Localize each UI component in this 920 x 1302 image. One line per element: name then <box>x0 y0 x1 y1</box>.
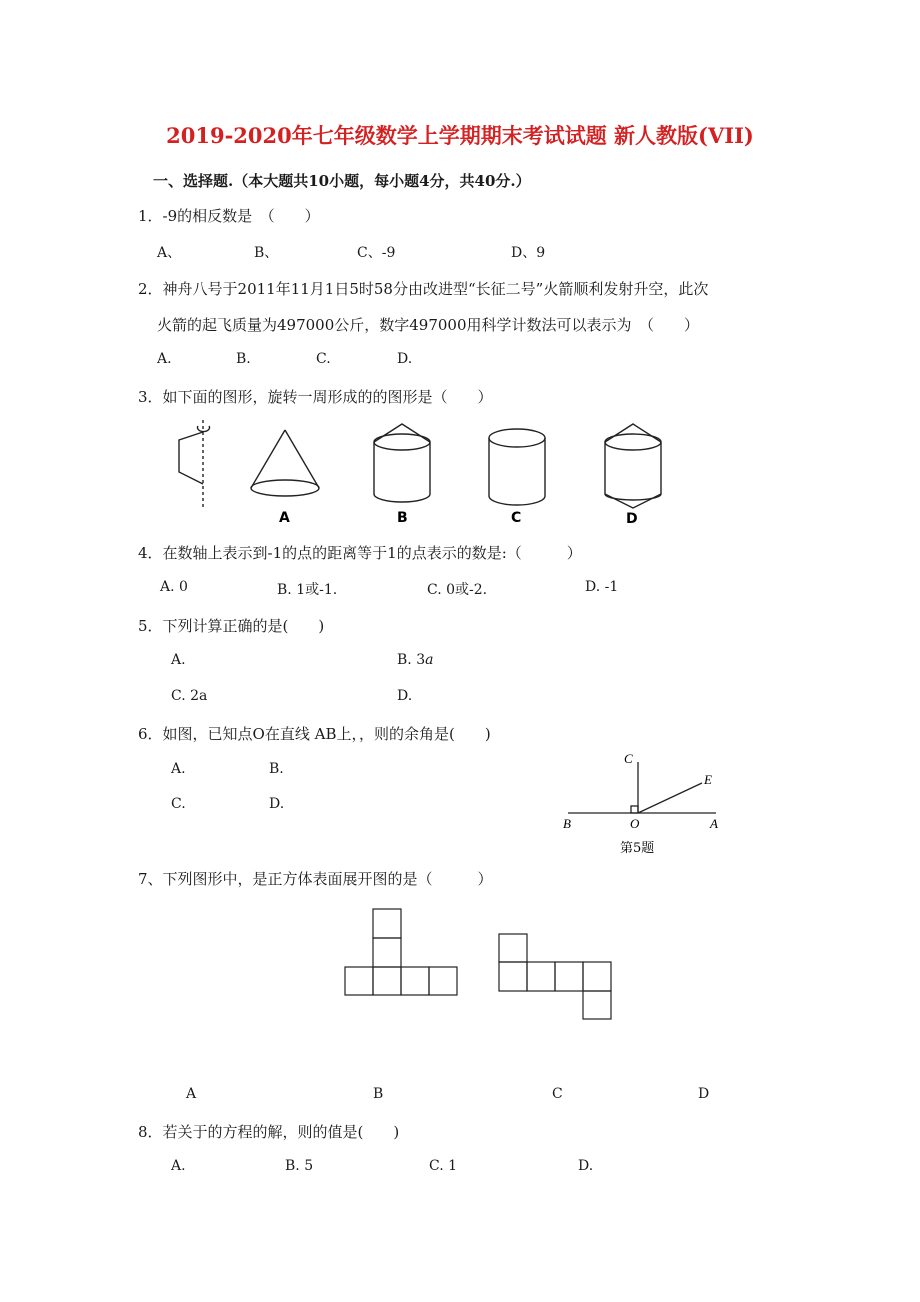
figure-caption: 第5题 <box>620 841 655 856</box>
question-2-line-2: 火箭的起飞质量为497000公斤，数字497000用科学计数法可以表示为 （ ） <box>157 316 700 334</box>
question-4: 4．在数轴上表示到-1的点的距离等于1的点表示的数是:（ ） <box>138 544 582 562</box>
q8-option-c: C. 1 <box>429 1158 458 1174</box>
question-2-line-1: 2．神舟八号于2011年11月1日5时58分由改进型“长征二号”火箭顺利发射升空，此次 <box>138 280 709 298</box>
q5-option-b: B. 3a <box>397 652 434 668</box>
question-1: 1．-9的相反数是 （ ） <box>138 207 320 225</box>
q2-option-a: A. <box>157 351 172 367</box>
q8-option-b: B. 5 <box>285 1158 314 1174</box>
q1-option-b: B、 <box>254 245 279 261</box>
label-a: A <box>710 816 718 831</box>
figure-label-d: D <box>626 511 638 527</box>
q6-option-b: B. <box>269 761 284 777</box>
q5-option-a: A. <box>171 652 186 668</box>
net-2 <box>499 934 611 1019</box>
cube-nets <box>340 905 620 1025</box>
option-b-cylinder-cone <box>374 424 430 502</box>
section-heading: 一、选择题.（本大题共10小题，每小题4分，共40分.） <box>153 172 531 190</box>
q1-option-d: D、9 <box>511 245 546 261</box>
question-3: 3．如下面的图形，旋转一周形成的的图形是（ ） <box>138 388 493 406</box>
figure-label-c: C <box>511 510 522 526</box>
question-7: 7、下列图形中，是正方体表面展开图的是（ ） <box>138 870 493 888</box>
q6-option-a: A. <box>171 761 186 777</box>
question-8: 8．若关于的方程的解，则的值是( ) <box>138 1123 400 1141</box>
label-b: B <box>563 816 571 831</box>
q2-option-d: D. <box>397 351 413 367</box>
q8-option-a: A. <box>171 1158 186 1174</box>
ray-oe <box>638 783 702 813</box>
q4-option-c: C. 0或-2. <box>427 582 488 598</box>
q7-label-c: C <box>552 1086 563 1102</box>
label-o: O <box>630 816 640 831</box>
q5-option-c: C. 2a <box>171 688 208 704</box>
rotation-figures <box>165 412 685 532</box>
q5-option-d: D. <box>397 688 413 704</box>
angle-figure <box>560 748 730 858</box>
q2-option-c: C. <box>316 351 331 367</box>
q7-label-a: A <box>186 1086 197 1102</box>
q4-option-a: A. 0 <box>160 579 188 595</box>
page-title: 2019-2020年七年级数学上学期期末考试试题 新人教版(VII) <box>166 123 754 148</box>
q7-label-d: D <box>698 1086 710 1102</box>
q6-option-d: D. <box>269 796 285 812</box>
option-c-cylinder <box>489 429 545 505</box>
figure-label-a: A <box>279 510 290 526</box>
option-a-cone <box>251 430 319 496</box>
q4-option-d: D. -1 <box>585 579 619 595</box>
right-angle-mark <box>631 806 638 813</box>
q1-option-a: A、 <box>157 245 182 261</box>
q8-option-d: D. <box>578 1158 594 1174</box>
net-1 <box>345 909 457 995</box>
q7-label-b: B <box>373 1086 384 1102</box>
label-c: C <box>624 751 633 766</box>
option-d-double-cone-cylinder <box>605 424 661 508</box>
question-5: 5．下列计算正确的是( ) <box>138 617 325 635</box>
q2-option-b: B. <box>236 351 251 367</box>
label-e: E <box>704 772 712 787</box>
q6-option-c: C. <box>171 796 186 812</box>
figure-label-b: B <box>397 510 408 526</box>
trapezoid-shape <box>179 432 203 484</box>
q4-option-b: B. 1或-1. <box>277 582 338 598</box>
question-6: 6．如图，已知点O在直线 AB上，，则的余角是( ) <box>138 725 491 743</box>
q1-option-c: C、-9 <box>357 245 396 261</box>
